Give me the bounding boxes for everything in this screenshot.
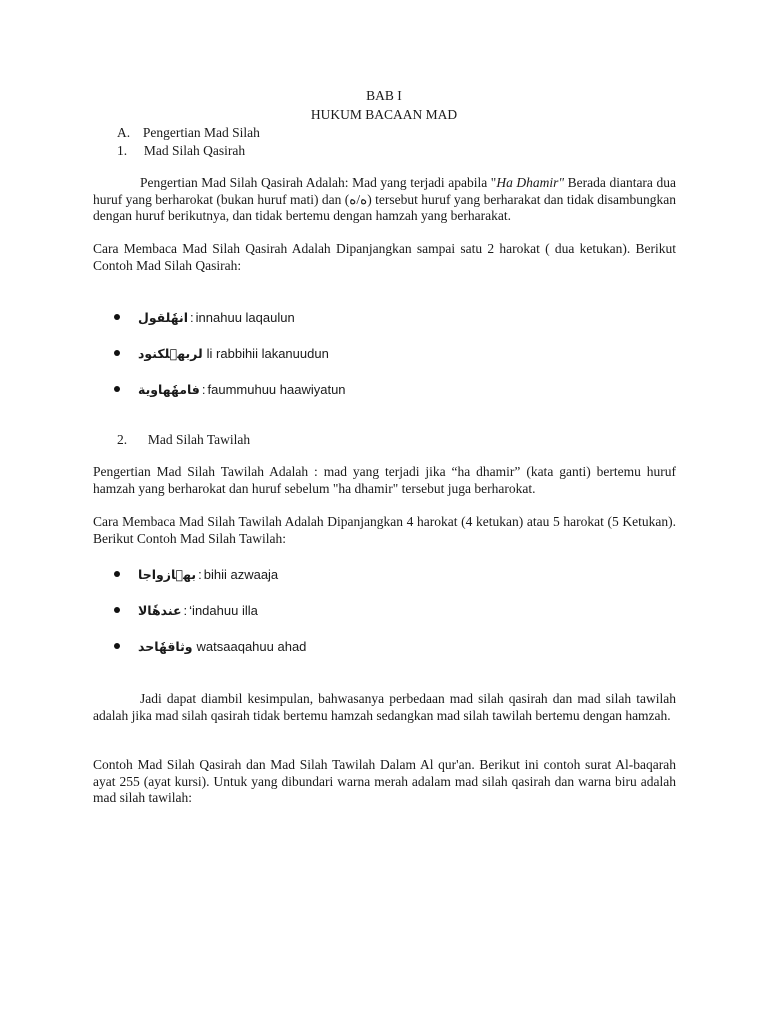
separator: : [198,566,202,582]
section-1-label: Mad Silah Qasirah [143,143,246,158]
section-2-label: Mad Silah Tawilah [147,432,251,447]
arabic-word: وثاقهاحد [138,638,193,654]
qasirah-method-paragraph: Cara Membaca Mad Silah Qasirah Adalah Dipanjangkan sampai satu 2 harokat ( dua ketukan). Berikut Contoh Mad Silah Qasirah: [93,241,676,273]
transliteration: watsaaqahuu ahad [196,638,307,654]
qasirah-definition-text-start: Pengertian Mad Silah Qasirah Adalah: Mad yang terjadi apabila " [140,175,497,190]
chapter-title: BAB I [366,88,402,103]
bullet-icon [114,643,120,649]
quran-example-paragraph: Contoh Mad Silah Qasirah dan Mad Silah Tawilah Dalam Al qur'an. Berikut ini contoh surat Al-baqarah ayat 255 (ayat kursi). Untuk yang dibundari warna merah adalam mad silah qasirah dan warna biru adalah mad silah tawilah: [93,757,676,805]
tawilah-example-2 [114,601,258,619]
section-a-heading [117,125,260,141]
bullet-icon [114,571,120,577]
arabic-word: انهلقول [138,309,189,325]
tawilah-example-3 [114,637,306,655]
transliteration: bihii azwaaja [203,566,279,582]
arabic-word: عندهالا [138,602,182,618]
conclusion-text: Jadi dapat diambil kesimpulan, bahwasanya perbedaan mad silah qasirah dan mad silah tawilah adalah jika mad silah qasirah tidak bertemu hamzah sedangkan mad silah tawilah bertemu dengan hamzah. [93,691,676,723]
section-1-marker: 1. [117,143,128,158]
qasirah-definition-text-end: Berada diantara dua huruf yang berharokat (bukan huruf mati) dan (ه/ه) tersebut huruf yang berharakat dan tidak disambungkan dengan huruf berikutnya, dan tidak bertemu dengan hamzah yang berharakat. [93,175,676,223]
transliteration: faummuhuu haawiyatun [207,381,346,397]
bullet-icon [114,386,120,392]
arabic-word: بهازواجا [138,566,197,582]
tawilah-method-paragraph: Cara Membaca Mad Silah Tawilah Adalah Dipanjangkan 4 harokat (4 ketukan) atau 5 harokat (5 Ketukan). Berikut Contoh Mad Silah Tawilah: [93,514,676,546]
transliteration: ‘indahuu illa [189,602,258,618]
transliteration: innahuu laqaulun [195,309,295,325]
qasirah-example-1 [114,308,295,326]
separator: : [190,309,194,325]
bullet-icon [114,350,120,356]
qasirah-definition-paragraph [93,175,676,225]
section-a-marker: A. [117,125,131,140]
section-1-heading [117,143,245,159]
tawilah-definition-paragraph: Pengertian Mad Silah Tawilah Adalah : mad yang terjadi jika “ha dhamir” (kata ganti) bertemu huruf hamzah yang berharokat dan huruf sebelum "ha dhamir" tersebut juga berharokat. [93,464,676,496]
section-a-label: Pengertian Mad Silah [142,125,260,140]
ha-dhamir-italic: Ha Dhamir" [496,175,565,190]
section-2-marker: 2. [117,432,128,447]
bullet-icon [114,314,120,320]
transliteration: li rabbihii lakanuudun [206,345,329,361]
tawilah-example-1 [114,565,278,583]
bullet-icon [114,607,120,613]
chapter-subtitle: HUKUM BACAAN MAD [310,107,458,122]
separator: : [183,602,188,618]
section-2-heading [117,432,250,448]
qasirah-example-3 [114,380,346,398]
arabic-word: لربهلكنود [138,345,203,361]
qasirah-example-2 [114,344,329,362]
separator: : [201,381,206,397]
conclusion-paragraph [93,691,676,724]
arabic-word: فامههاوية [138,381,200,397]
